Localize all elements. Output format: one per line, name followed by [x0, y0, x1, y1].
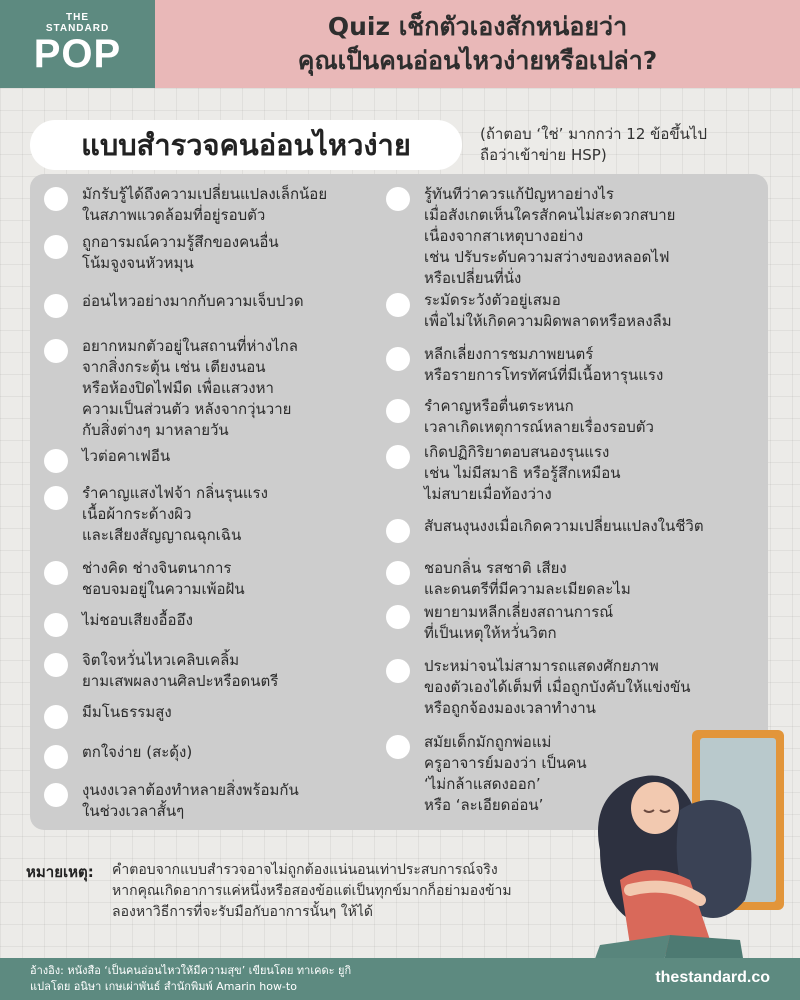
checklist-item-text: ถูกอารมณ์ความรู้สึกของคนอื่น โน้มจูงจนหัวหมุน	[82, 233, 279, 272]
checklist-item[interactable]	[386, 602, 756, 644]
checklist-item-text: มักรับรู้ได้ถึงความเปลี่ยนแปลงเล็กน้อย ในสภาพแวดล้อมที่อยู่รอบตัว	[82, 185, 328, 224]
checkbox-circle[interactable]	[44, 339, 68, 363]
checklist-item[interactable]	[44, 446, 374, 473]
checklist-item[interactable]	[386, 184, 756, 289]
footer-site-link[interactable]: thestandard.co	[655, 969, 770, 986]
brand-logo	[0, 0, 155, 88]
checkbox-circle[interactable]	[44, 783, 68, 807]
checklist-item[interactable]	[44, 291, 374, 318]
checkbox-circle[interactable]	[386, 187, 410, 211]
checklist-item[interactable]	[386, 442, 756, 505]
face	[631, 782, 679, 834]
checklist-item-text: ช่างคิด ช่างจินตนาการ ชอบจมอยู่ในความเพ้อฝัน	[82, 559, 245, 598]
checkbox-circle[interactable]	[44, 745, 68, 769]
checklist-item-text: ชอบกลิ่น รสชาติ เสียง และดนตรีที่มีความละเมียดละไม	[424, 559, 631, 598]
checklist-item[interactable]	[44, 184, 374, 226]
checklist-item-text: ไม่ชอบเสียงอื้ออึง	[82, 611, 193, 629]
condition-line-1: (ถ้าตอบ ‘ใช่’ มากกว่า 12 ข้อขึ้นไป	[480, 125, 707, 143]
checklist-item[interactable]	[44, 558, 374, 600]
checkbox-circle[interactable]	[44, 235, 68, 259]
title-line-1: Quiz เช็กตัวเองสักหน่อยว่า	[327, 12, 628, 41]
checkbox-circle[interactable]	[386, 659, 410, 683]
checkbox-circle[interactable]	[386, 735, 410, 759]
page-title	[155, 0, 800, 88]
checklist-item-text: อยากหมกตัวอยู่ในสถานที่ห่างไกล จากสิ่งกระตุ้น เช่น เตียงนอน หรือห้องปิดไฟมืด เพื่อแสวงหา ความเป็นส่วนตัว หลังจากวุ่นวาย กับสิ่งต่างๆ มาหลายวัน	[82, 337, 298, 439]
checklist-item-text: อ่อนไหวอย่างมากกับความเจ็บปวด	[82, 292, 304, 310]
footer-reference: อ้างอิง: หนังสือ ‘เป็นคนอ่อนไหวให้มีความสุข’ เขียนโดย ทาเคดะ ยูกิ แปลโดย อนิษา เกษเผ่าพันธ์ สำนักพิมพ์ Amarin how-to	[30, 964, 352, 993]
checklist-item[interactable]	[386, 558, 756, 600]
checklist-item[interactable]	[44, 742, 374, 769]
checklist-item[interactable]	[44, 483, 374, 546]
checkbox-circle[interactable]	[44, 449, 68, 473]
checklist-item[interactable]	[44, 650, 374, 692]
checkbox-circle[interactable]	[386, 445, 410, 469]
checklist-item[interactable]	[44, 780, 374, 822]
checklist-item[interactable]	[44, 232, 374, 274]
checklist-item-text: สับสนงุนงงเมื่อเกิดความเปลี่ยนแปลงในชีวิต	[424, 517, 704, 535]
checkbox-circle[interactable]	[386, 399, 410, 423]
checklist-item-text: สมัยเด็กมักถูกพ่อแม่ ครูอาจารย์มองว่า เป็นคน ‘ไม่กล้าแสดงออก’ หรือ ‘ละเอียดอ่อน’	[424, 733, 587, 814]
checklist-item-text: ระมัดระวังตัวอยู่เสมอ เพื่อไม่ให้เกิดความผิดพลาดหรือหลงลืม	[424, 291, 672, 330]
checklist-item-text: ตกใจง่าย (สะดุ้ง)	[82, 743, 193, 761]
checkbox-circle[interactable]	[386, 561, 410, 585]
survey-title: แบบสำรวจคนอ่อนไหวง่าย	[30, 120, 462, 170]
checklist-item-text: ไวต่อคาเฟอีน	[82, 447, 171, 465]
checklist-item[interactable]	[386, 344, 756, 386]
survey-condition	[480, 124, 780, 166]
checklist-item-text: พยายามหลีกเลี่ยงสถานการณ์ ที่เป็นเหตุให้หวั่นวิตก	[424, 603, 614, 642]
logo-pop: POP	[33, 32, 122, 76]
logo-the: THE	[66, 12, 89, 23]
checkbox-circle[interactable]	[386, 519, 410, 543]
checkbox-circle[interactable]	[44, 705, 68, 729]
logo-standard: STANDARD	[45, 23, 110, 34]
checklist-item[interactable]	[44, 336, 374, 441]
checkbox-circle[interactable]	[386, 293, 410, 317]
checklist-item-text: จิตใจหวั่นไหวเคลิบเคลิ้ม ยามเสพผลงานศิลปะหรือดนตรี	[82, 651, 279, 690]
checkbox-circle[interactable]	[44, 561, 68, 585]
checklist-item-text: มีมโนธรรมสูง	[82, 703, 172, 721]
condition-line-2: ถือว่าเข้าข่าย HSP)	[480, 146, 607, 164]
checkbox-circle[interactable]	[44, 653, 68, 677]
note-label: หมายเหตุ:	[26, 863, 94, 881]
checklist-item[interactable]	[44, 610, 374, 637]
checklist-item[interactable]	[386, 656, 756, 719]
checkbox-circle[interactable]	[44, 294, 68, 318]
checklist-item-text: หลีกเลี่ยงการชมภาพยนตร์ หรือรายการโทรทัศน์ที่มีเนื้อหารุนแรง	[424, 345, 664, 384]
checklist-item[interactable]	[386, 516, 756, 543]
checklist-item-text: รู้ทันทีว่าควรแก้ปัญหาอย่างไร เมื่อสังเกตเห็นใครสักคนไม่สะดวกสบาย เนื่องจากสาเหตุบางอย่าง เช่น ปรับระดับความสว่างของหลอดไฟ หรือเปลี่ยนที่นั่ง	[424, 185, 676, 287]
checklist-item[interactable]	[386, 290, 756, 332]
footer	[0, 958, 800, 1000]
checklist-item-text: งุนงงเวลาต้องทำหลายสิ่งพร้อมกัน ในช่วงเวลาสั้นๆ	[82, 781, 299, 820]
checklist-item-text: รำคาญแสงไฟจ้า กลิ่นรุนแรง เนื้อผ้ากระด้างผิว และเสียงสัญญาณฉุกเฉิน	[82, 484, 268, 544]
checkbox-circle[interactable]	[386, 605, 410, 629]
checkbox-circle[interactable]	[44, 187, 68, 211]
checklist-item-text: ประหม่าจนไม่สามารถแสดงศักยภาพ ของตัวเองได้เต็มที่ เมื่อถูกบังคับให้แข่งขัน หรือถูกจ้องมองเวลาทำงาน	[424, 657, 691, 717]
checklist-item[interactable]	[44, 702, 374, 729]
checkbox-circle[interactable]	[44, 486, 68, 510]
checklist-item-text: เกิดปฏิกิริยาตอบสนองรุนแรง เช่น ไม่มีสมาธิ หรือรู้สึกเหมือน ไม่สบายเมื่อท้องว่าง	[424, 443, 621, 503]
title-line-2: คุณเป็นคนอ่อนไหวง่ายหรือเปล่า?	[297, 46, 658, 75]
checklist-item-text: รำคาญหรือตื่นตระหนก เวลาเกิดเหตุการณ์หลายเรื่องรอบตัว	[424, 397, 654, 436]
checkbox-circle[interactable]	[44, 613, 68, 637]
checkbox-circle[interactable]	[386, 347, 410, 371]
checklist-item[interactable]	[386, 396, 756, 438]
note-text: คำตอบจากแบบสำรวจอาจไม่ถูกต้องแน่นอนเท่าประสบการณ์จริง หากคุณเกิดอาการแค่หนึ่งหรือสองข้อแต่เป็นทุกข์มากก็อย่ามองข้าม ลองหาวิธีการที่จะรับมือกับอาการนั้นๆ ให้ได้	[112, 862, 512, 920]
